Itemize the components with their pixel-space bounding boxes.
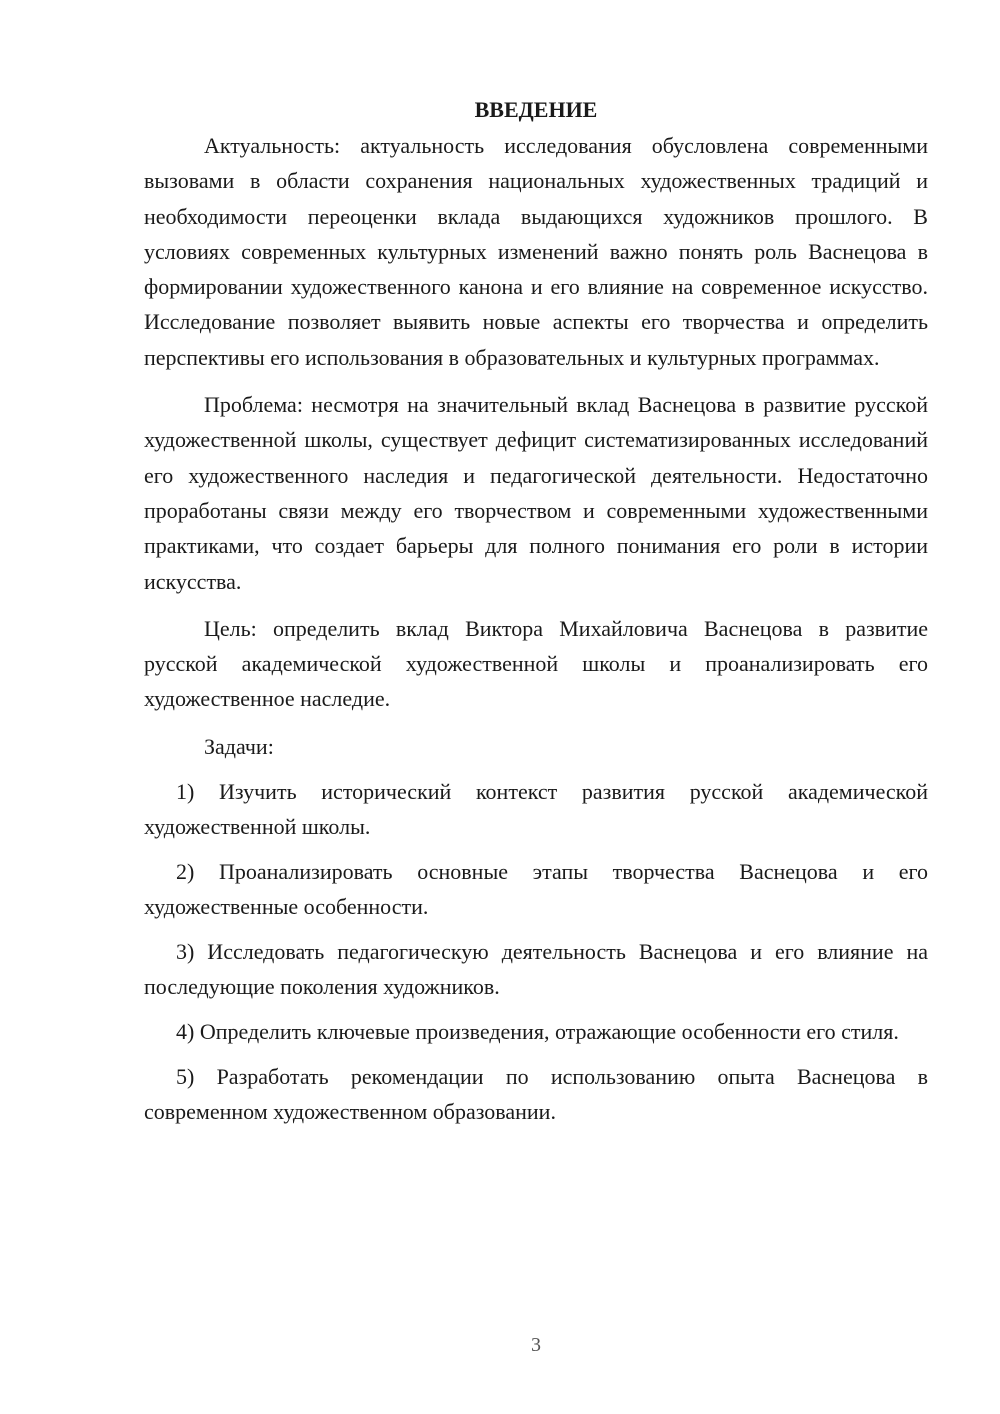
tasks-heading: Задачи: [204, 733, 274, 759]
task-item-4: 4) Определить ключевые произведения, отражающие особенности его стиля. [176, 1018, 899, 1044]
paragraph-relevance: Актуальность: актуальность исследования обусловлена современными вызовами в области сохранения национальных художественных традиций и необходимости переоценки вклада выдающихся художников прошлого. В условиях современных культурных изменений важно понять роль Васнецова в формировании художественного канона и его влияние на современное искусство. Исследование позволяет выявить новые аспекты его творчества и определить перспективы его использования в образовательных и культурных программах. [144, 133, 928, 370]
document-page [144, 92, 928, 1139]
task-item-2: 2) Проанализировать основные этапы творчества Васнецова и его художественные особенности. [144, 858, 928, 919]
page-number: 3 [531, 1334, 541, 1356]
paragraph-goal: Цель: определить вклад Виктора Михайловича Васнецова в развитие русской академической художественной школы и проанализировать его художественное наследие. [144, 615, 928, 712]
task-item-1: 1) Изучить исторический контекст развития русской академической художественной школы. [144, 778, 928, 839]
paragraph-problem: Проблема: несмотря на значительный вклад Васнецова в развитие русской художественной школы, существует дефицит систематизированных исследований его художественного наследия и педагогической деятельности. Недостаточно проработаны связи между его творчеством и современными художественными практиками, что создает барьеры для полного понимания его роли в истории искусства. [144, 392, 928, 594]
task-item-5: 5) Разработать рекомендации по использованию опыта Васнецова в современном художественном образовании. [144, 1063, 928, 1124]
section-title: ВВЕДЕНИЕ [474, 97, 598, 122]
task-item-3: 3) Исследовать педагогическую деятельность Васнецова и его влияние на последующие поколения художников. [144, 938, 928, 999]
